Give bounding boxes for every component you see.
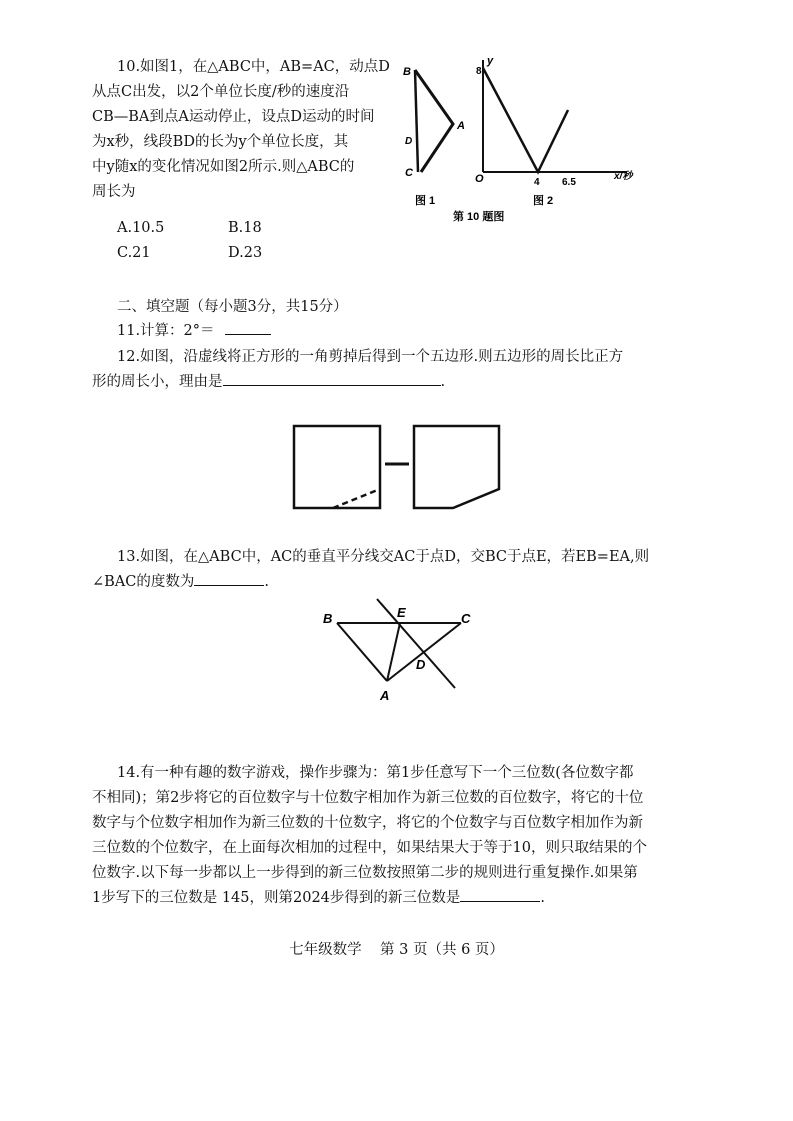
q10-option-c: C.21 — [117, 245, 151, 261]
q13-line-2-text: ∠BAC的度数为 — [92, 574, 195, 590]
q10-fig1-label: 图 1 — [415, 195, 436, 207]
q10-figure-caption: 第 10 题图 — [453, 211, 505, 223]
q14-line-2: 不相同)；第2步将它的百位数字与十位数字相加作为新三位数的百位数字，将它的十位 — [92, 790, 644, 806]
q14-line-6-text: 1步写下的三位数是 145，则第2024步得到的新三位数是 — [92, 890, 461, 906]
section-2-title: 二、填空题（每小题3分，共15分） — [117, 299, 348, 315]
q13-line-2 — [92, 572, 269, 592]
q10-x-tick-1: 4 — [534, 177, 540, 188]
q10-label-c: C — [405, 167, 413, 179]
q10-line-6: 周长为 — [92, 184, 136, 200]
q10-line-4: 为x秒，线段BD的长为y个单位长度，其 — [92, 134, 349, 150]
q10-option-d: D.23 — [228, 245, 263, 261]
q12-line-2 — [92, 372, 445, 392]
q10-x-label: x/秒 — [614, 171, 633, 182]
q12-square — [294, 426, 380, 508]
q14-line-1: 14.有一种有趣的数字游戏，操作步骤为：第1步任意写下一个三位数(各位数字都 — [117, 765, 634, 781]
q10-line-2: 从点C出发，以2个单位长度/秒的速度沿 — [92, 84, 350, 100]
q12-answer-blank[interactable] — [223, 385, 441, 386]
q10-graph — [483, 60, 627, 172]
q12-pentagon — [414, 426, 499, 508]
q10-line-3: CB—BA到点A运动停止，设点D运动的时间 — [92, 109, 375, 125]
q10-y-label: y — [487, 55, 494, 67]
q12-line-2-text: 形的周长小，理由是 — [92, 374, 223, 390]
q10-line-1: 10.如图1，在△ABC中，AB=AC，动点D — [117, 59, 390, 75]
q10-y-tick: 8 — [476, 66, 482, 77]
q10-label-a: A — [457, 120, 465, 132]
q14-line-6-end: . — [540, 890, 546, 906]
q12-cut-dashed-line — [333, 489, 380, 508]
q10-option-a: A.10.5 — [117, 220, 165, 236]
q10-origin: O — [475, 173, 484, 185]
q10-fig2-label: 图 2 — [533, 195, 554, 207]
q13-label-d: D — [416, 657, 426, 672]
q13-answer-blank[interactable] — [194, 585, 264, 586]
q13-label-c: C — [461, 611, 471, 626]
q13-label-a: A — [380, 688, 390, 703]
q12-line-1: 12.如图，沿虚线将正方形的一角剪掉后得到一个五边形.则五边形的周长比正方 — [117, 349, 624, 365]
q13-label-e: E — [397, 605, 406, 620]
q14-answer-blank[interactable] — [460, 901, 540, 902]
q11-answer-blank[interactable] — [225, 334, 271, 335]
q10-figure — [395, 52, 645, 227]
q10-triangle — [415, 70, 453, 172]
q10-label-d: D — [405, 136, 413, 147]
q12-line-2-end: . — [440, 374, 446, 390]
q14-line-5: 位数字.以下每一步都以上一步得到的新三位数按照第二步的规则进行重复操作.如果第 — [92, 865, 638, 881]
page-footer: 七年级数学 第 3 页（共 6 页） — [289, 942, 504, 958]
q12-figure — [285, 418, 507, 518]
q10-label-b: B — [403, 66, 411, 78]
q11-text: 11.计算：2°＝ — [117, 323, 215, 339]
q14-line-3: 数字与个位数字相加作为新三位数的十位数字，将它的个位数字与百位数字相加作为新 — [92, 815, 643, 831]
q13-figure — [315, 596, 485, 708]
q10-line-5: 中y随x的变化情况如图2所示.则△ABC的 — [92, 159, 355, 175]
q11 — [117, 321, 271, 341]
q13-label-b: B — [323, 611, 333, 626]
q13-line-1: 13.如图，在△ABC中，AC的垂直平分线交AC于点D，交BC于点E，若EB=EA,则 — [117, 549, 650, 565]
q14-line-4: 三位数的个位数字，在上面每次相加的过程中，如果结果大于等于10，则只取结果的个 — [92, 840, 647, 856]
q10-x-tick-2: 6.5 — [562, 177, 576, 188]
q10-option-b: B.18 — [228, 220, 262, 236]
q14-line-6 — [92, 888, 545, 908]
q13-line-2-end: . — [264, 574, 269, 590]
